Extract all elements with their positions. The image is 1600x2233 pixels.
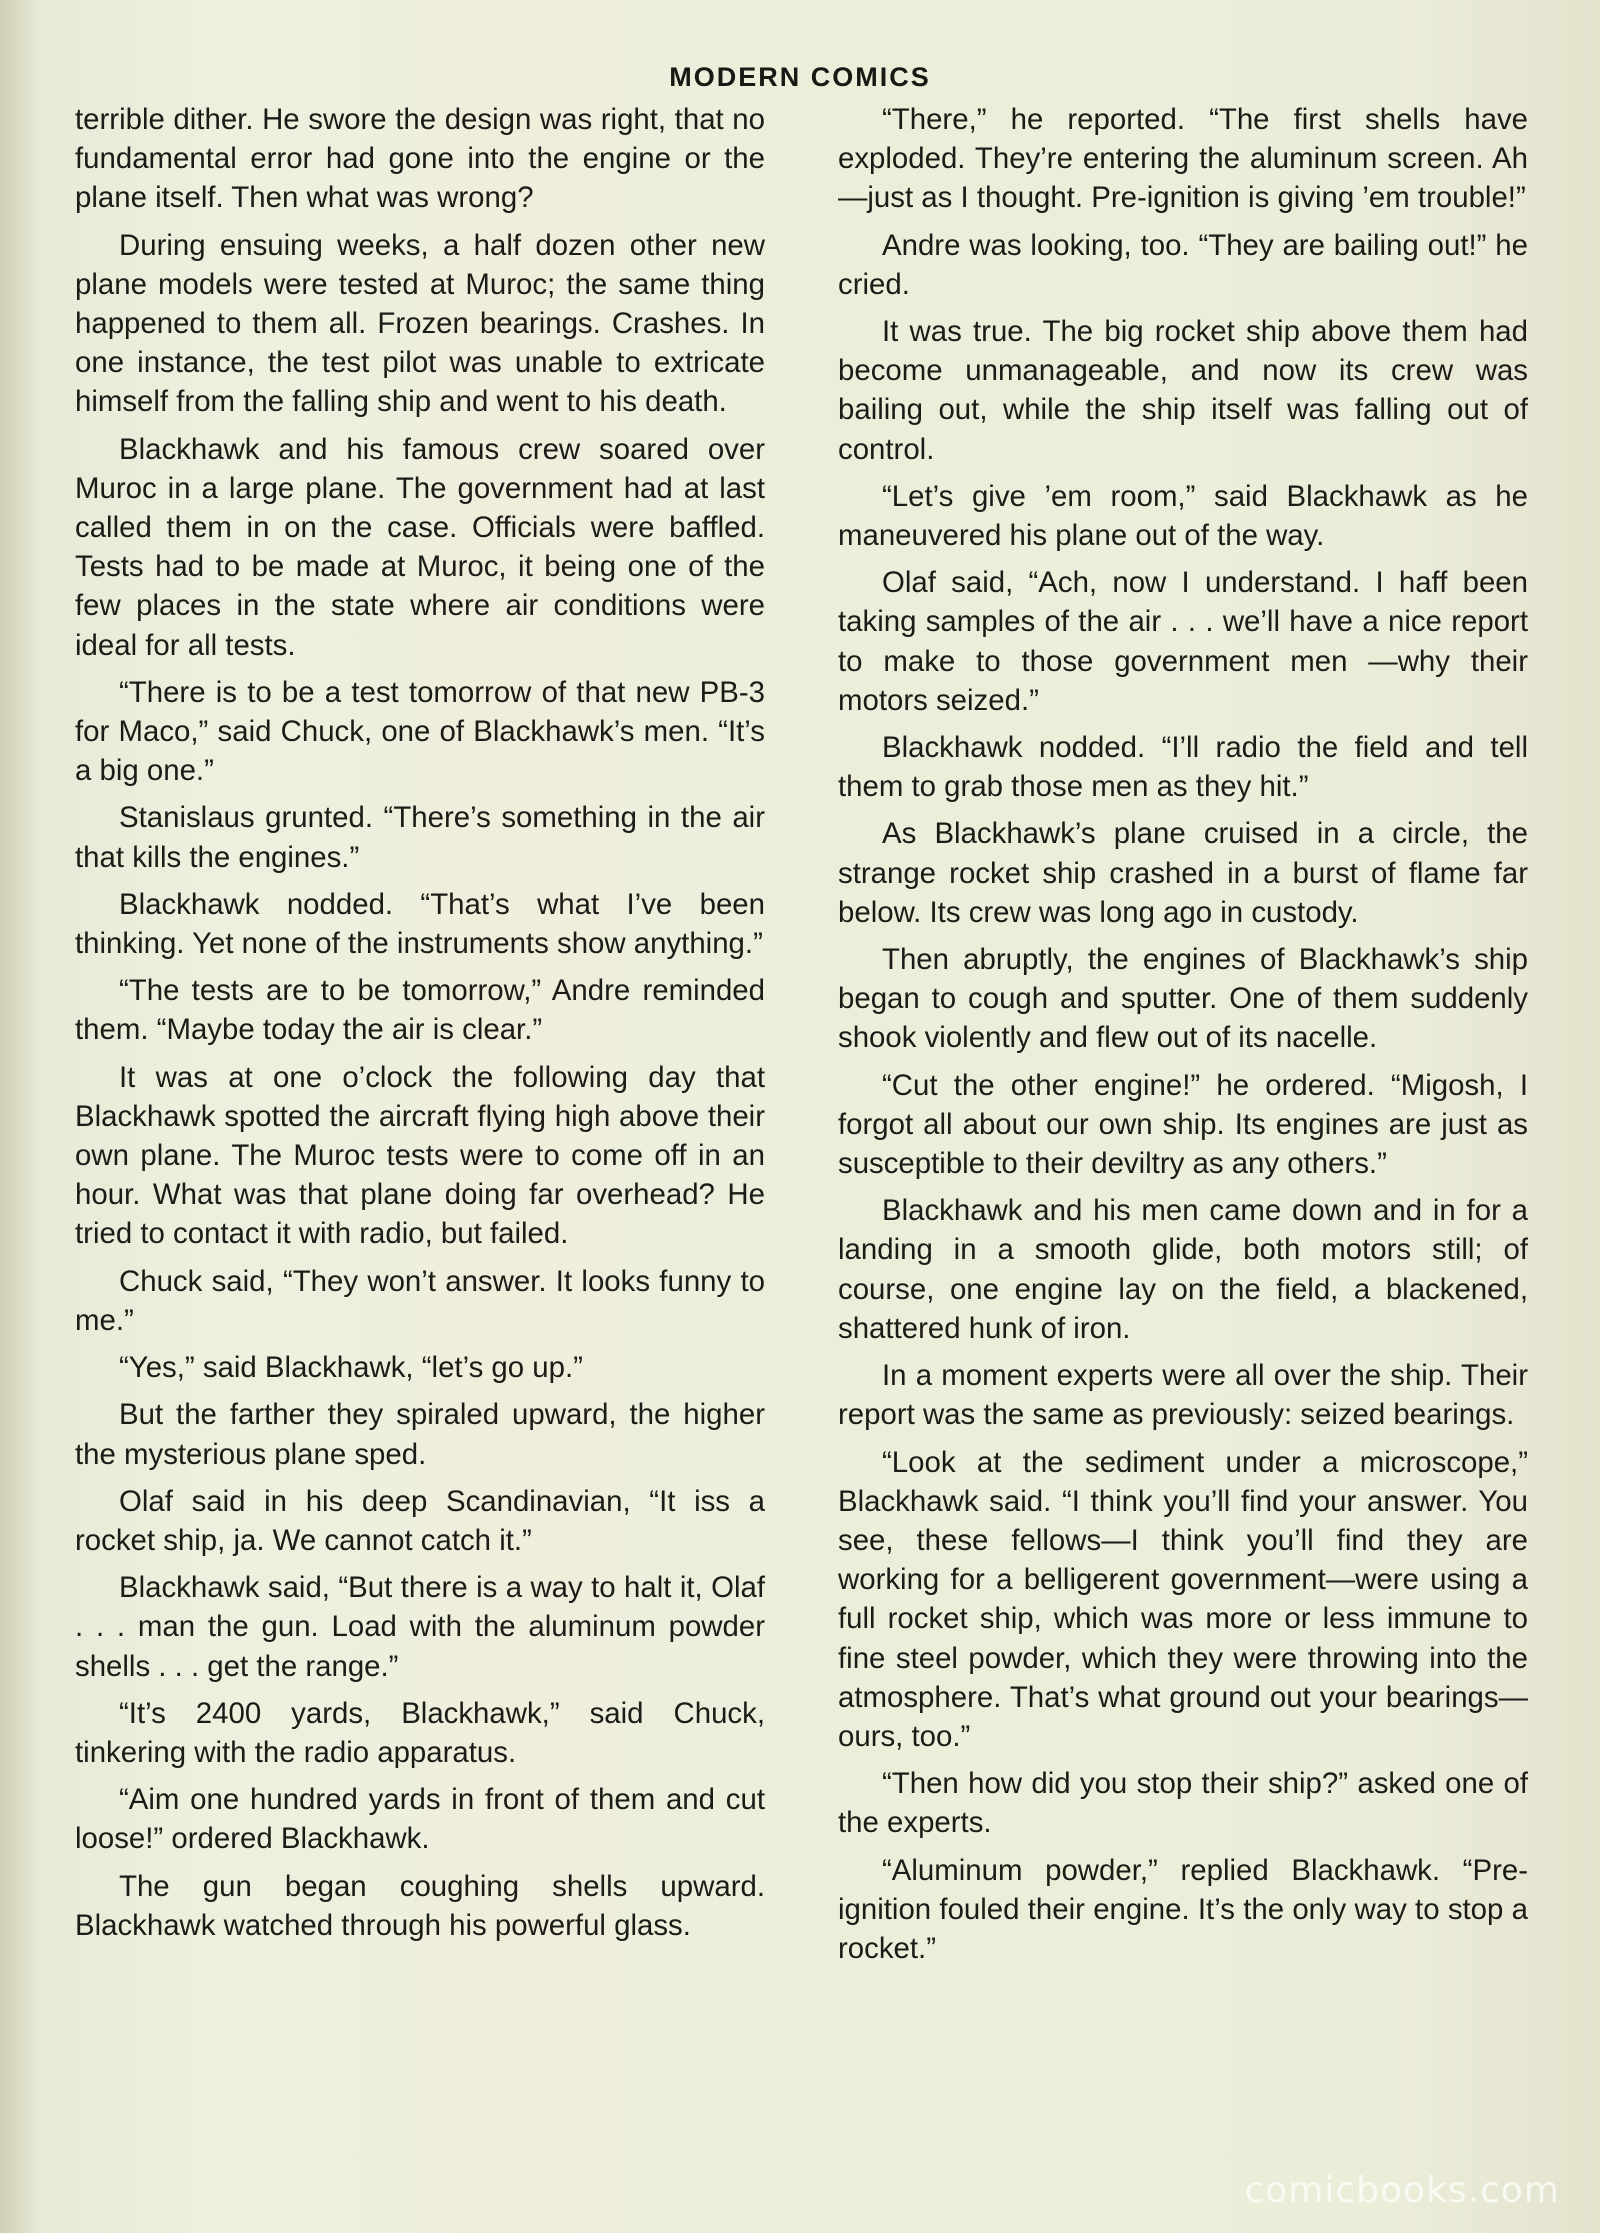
paragraph: “There is to be a test tomorrow of that new PB-3 for Maco,” said Chuck, one of Blackhawk’s men. “It’s a big one.” [75, 675, 765, 788]
paragraph: terrible dither. He swore the design was right, that no fundamental error had gone into the engine or the plane itself. Then what was wrong? [75, 103, 765, 215]
paragraph: It was true. The big rocket ship above them had become unmanageable, and now its crew was bailing out, while the ship itself was falling out of control. [838, 315, 1528, 466]
paragraph: “Let’s give ’em room,” said Blackhawk as he maneuvered his plane out of the way. [838, 479, 1528, 553]
paragraph: Blackhawk and his famous crew soared over Muroc in a large plane. The government had at last called them in on the case. Officials were baffled. Tests had to be made at Muroc, it being one of the few places in the state where air conditions were ideal for all tests. [75, 432, 765, 662]
paragraph: It was at one o’clock the following day that Blackhawk spotted the aircraft flying high above their own plane. The Muroc tests were to come off in an hour. What was that plane doing far overhead? He tried to contact it with radio, but failed. [75, 1060, 765, 1251]
watermark: comicbooks.com [1244, 2170, 1560, 2211]
paragraph: Chuck said, “They won’t answer. It looks funny to me.” [75, 1264, 765, 1337]
paragraph: “Aluminum powder,” replied Blackhawk. “Pre-ignition fouled their engine. It’s the only way to stop a rocket.” [838, 1853, 1528, 1965]
left-text-column [75, 100, 765, 2160]
paragraph: Stanislaus grunted. “There’s something in the air that kills the engines.” [75, 801, 765, 874]
right-text-column [838, 100, 1528, 2160]
page-spine-shadow [0, 0, 34, 2233]
paragraph: “Then how did you stop their ship?” asked one of the experts. [838, 1767, 1528, 1840]
paragraph: The gun began coughing shells upward. Blackhawk watched through his powerful glass. [75, 1869, 765, 1942]
paragraph: But the farther they spiraled upward, the higher the mysterious plane sped. [75, 1398, 765, 1471]
paragraph: Olaf said in his deep Scandinavian, “It iss a rocket ship, ja. We cannot catch it.” [75, 1484, 765, 1557]
paragraph: “Look at the sediment under a microscope,” Blackhawk said. “I think you’ll find your answer. You see, these fellows—I think you’ll find they are working for a belligerent government—were using a full rocket ship, which was more or less immune to fine steel powder, which they were throwing into the atmosphere. That’s what ground out your bearings—ours, too.” [838, 1445, 1528, 1753]
paragraph: “Cut the other engine!” he ordered. “Migosh, I forgot all about our own ship. Its engines are just as susceptible to their deviltry as any others.” [838, 1068, 1528, 1181]
paragraph: Olaf said, “Ach, now I understand. I haff been taking samples of the air . . . we’ll have a nice report to make to those government men —why their motors seized.” [838, 566, 1528, 717]
paragraph: Blackhawk said, “But there is a way to halt it, Olaf . . . man the gun. Load with the aluminum powder shells . . . get the range.” [75, 1571, 765, 1683]
paragraph: Blackhawk nodded. “I’ll radio the field and tell them to grab those men as they hit.” [838, 731, 1528, 804]
paragraph: “It’s 2400 yards, Blackhawk,” said Chuck, tinkering with the radio apparatus. [75, 1696, 765, 1769]
paragraph: In a moment experts were all over the ship. Their report was the same as previously: seized bearings. [838, 1359, 1528, 1432]
paragraph: During ensuing weeks, a half dozen other new plane models were tested at Muroc; the same thing happened to them all. Frozen bearings. Crashes. In one instance, the test pilot was unable to extricate himself from the falling ship and went to his death. [75, 228, 765, 419]
paragraph: Blackhawk and his men came down and in for a landing in a smooth glide, both motors still; of course, one engine lay on the field, a blackened, shattered hunk of iron. [838, 1194, 1528, 1345]
paragraph: Blackhawk nodded. “That’s what I’ve been thinking. Yet none of the instruments show anything.” [75, 887, 765, 961]
paragraph: Then abruptly, the engines of Blackhawk’s ship began to cough and sputter. One of them suddenly shook violently and flew out of its nacelle. [838, 943, 1528, 1055]
paragraph: “Aim one hundred yards in front of them and cut loose!” ordered Blackhawk. [75, 1783, 765, 1856]
paragraph: “Yes,” said Blackhawk, “let’s go up.” [119, 1351, 583, 1385]
paragraph: As Blackhawk’s plane cruised in a circle, the strange rocket ship crashed in a burst of flame far below. Its crew was long ago in custody. [838, 817, 1528, 929]
paragraph: “There,” he reported. “The first shells have exploded. They’re entering the aluminum screen. Ah—just as I thought. Pre-ignition is giving ’em trouble!” [838, 103, 1528, 215]
paragraph: “The tests are to be tomorrow,” Andre reminded them. “Maybe today the air is clear.” [75, 974, 765, 1047]
running-head: MODERN COMICS [669, 62, 931, 92]
paragraph: Andre was looking, too. “They are bailing out!” he cried. [838, 228, 1528, 301]
